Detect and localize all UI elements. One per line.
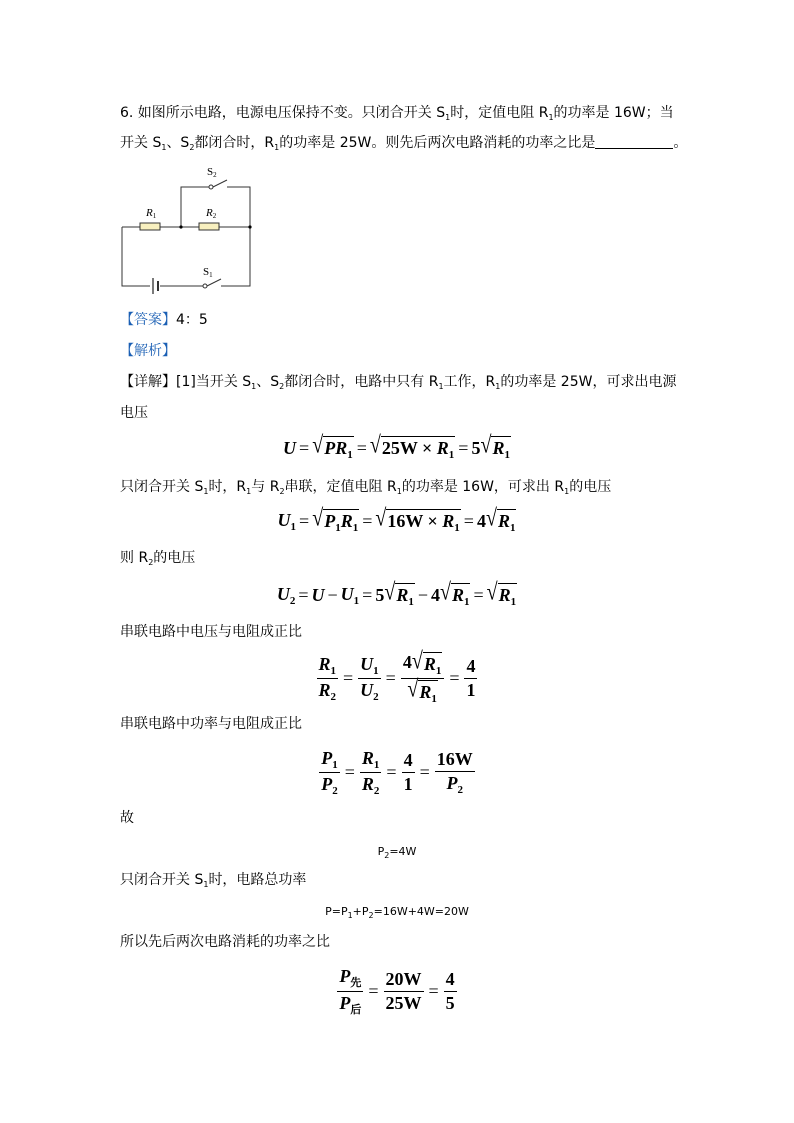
junction-node (179, 225, 182, 228)
subscript: 1 (504, 449, 510, 461)
numerator (337, 966, 363, 992)
subscript: 1 (290, 521, 297, 533)
text-run: 的电压 (153, 550, 196, 566)
p-total (0, 905, 794, 920)
radicand (323, 436, 354, 461)
number: 5 (471, 438, 481, 458)
subscript: 1 (438, 382, 444, 391)
text-run: =4W (389, 845, 417, 858)
numerator (317, 654, 339, 679)
square-root (375, 505, 460, 534)
fraction (360, 748, 382, 797)
text-run: 都闭合时，R (194, 135, 275, 151)
variable: $R_1$ (335, 438, 353, 461)
fraction (464, 656, 477, 701)
number: 1 (466, 680, 476, 700)
operator: = (344, 762, 355, 782)
number: 4 (403, 750, 413, 770)
variable: $U_1$ (277, 510, 297, 533)
switch-s1-blade (207, 279, 221, 286)
formula-u2 (0, 579, 794, 608)
switch-s2-contact (209, 185, 213, 189)
label-r1: R1 (146, 207, 157, 220)
number: 4 (430, 585, 440, 605)
variable: $R_1$ (498, 585, 517, 608)
number: 5 (375, 585, 385, 605)
radical-sign-icon: √ (375, 505, 387, 532)
numerator (358, 654, 381, 679)
variable: U (283, 438, 297, 458)
variable: $P_后$ (339, 993, 362, 1016)
subscript: 1 (352, 522, 359, 534)
text-run: 与 R (251, 479, 280, 495)
denominator (464, 679, 477, 701)
operator: = (428, 981, 439, 1001)
subscript: 1 (335, 522, 341, 534)
numerator (435, 749, 475, 772)
p2-value (0, 845, 794, 860)
subscript: 后 (350, 1004, 362, 1016)
wire-bottom-left (122, 227, 205, 286)
text-run: 则 R (120, 550, 149, 566)
square-root (407, 676, 438, 705)
resistor-r1 (140, 223, 160, 230)
fraction (435, 749, 475, 796)
square-root (312, 432, 354, 461)
formula-ratio-p (0, 748, 794, 797)
operator: = (362, 511, 373, 531)
radicand (451, 583, 471, 608)
operator: = (463, 511, 474, 531)
subscript: 2 (279, 382, 285, 391)
circuit-diagram (110, 160, 270, 295)
variable: $R_1$ (442, 511, 460, 534)
variable: U (311, 585, 325, 605)
fraction (384, 969, 424, 1014)
label-s2: S2 (207, 166, 217, 179)
variable: $R_1$ (396, 585, 414, 608)
text-run: P=P (325, 905, 348, 918)
subscript: 1 (431, 693, 437, 705)
subscript: 1 (274, 143, 280, 152)
variable: $U_1$ (360, 654, 379, 677)
subscript: 1 (509, 522, 516, 534)
text-run: 串联，定值电阻 R (284, 479, 397, 495)
text-run: 的电压 (569, 479, 612, 495)
formula-u1 (0, 505, 794, 534)
operator: = (458, 438, 469, 458)
radicand (395, 583, 415, 608)
subscript: 1 (203, 880, 209, 889)
text-run: 时，R (208, 479, 247, 495)
square-root (439, 579, 471, 608)
numerator (444, 969, 457, 992)
text-run: 只闭合开关 S (120, 479, 204, 495)
numerator (464, 656, 477, 679)
period: 。 (673, 135, 688, 151)
operator: = (356, 438, 367, 458)
text-run: 6. 如图所示电路，电源电压保持不变。只闭合开关 S (120, 105, 446, 121)
radicand (423, 652, 443, 677)
subscript: 2 (189, 143, 195, 152)
radical-sign-icon: √ (369, 432, 381, 459)
detail-line-6: 串联电路中功率与电阻成正比 (120, 716, 302, 732)
variable: $R_1$ (361, 748, 380, 771)
radical-sign-icon: √ (384, 579, 396, 606)
detail-line-5: 串联电路中电压与电阻成正比 (120, 624, 302, 640)
subscript: 1 (564, 487, 570, 496)
variable: $R_1$ (497, 511, 516, 534)
denominator (384, 992, 424, 1014)
subscript: 1 (347, 911, 353, 920)
detail-line-2: 电压 (120, 405, 148, 421)
switch-s1-contact (203, 284, 207, 288)
radicand (491, 436, 511, 461)
question-text (120, 135, 595, 151)
detail-line-1 (120, 372, 676, 397)
question-line-1 (120, 103, 674, 128)
question-line-2 (120, 133, 687, 158)
variable: $R_1$ (436, 438, 455, 461)
square-root (384, 579, 415, 608)
variable: $U_2$ (360, 680, 379, 703)
subscript: 1 (330, 665, 337, 677)
variable: $R_1$ (419, 682, 437, 705)
text-run: 的功率是 16W，可求出 R (401, 479, 565, 495)
text-run: 都闭合时，电路中只有 R (284, 374, 439, 390)
radicand (386, 509, 460, 534)
denominator (444, 992, 457, 1014)
fraction (402, 750, 415, 795)
number: 20W (385, 969, 422, 989)
label-s1: S1 (203, 266, 213, 279)
number: 4 (466, 656, 476, 676)
subscript: 2 (289, 595, 296, 607)
subscript: 1 (347, 449, 353, 461)
switch-s2-blade (213, 180, 227, 187)
text-run: +P (352, 905, 369, 918)
label-r2: R2 (206, 207, 217, 220)
denominator (444, 772, 465, 796)
detail-line-8 (120, 870, 306, 895)
wire-top (181, 187, 250, 227)
subscript: 1 (448, 449, 455, 461)
radicand (381, 436, 455, 461)
subscript: 1 (435, 665, 442, 677)
subscript: 1 (332, 759, 338, 771)
radical-sign-icon: √ (485, 505, 497, 532)
variable: $P_2$ (321, 774, 338, 797)
radicand (498, 583, 518, 608)
fraction (319, 748, 340, 797)
radicand (497, 509, 517, 534)
subscript: 2 (373, 785, 380, 797)
operator: − (417, 585, 428, 605)
fraction (401, 648, 445, 705)
subscript: 1 (251, 382, 257, 391)
radical-sign-icon: √ (439, 579, 451, 606)
denominator (358, 679, 381, 703)
subscript: 1 (548, 113, 554, 122)
radical-sign-icon: √ (486, 579, 498, 606)
detail-label: 【详解】 (120, 374, 176, 390)
answer-value: 4：5 (176, 312, 208, 328)
denominator (337, 992, 363, 1017)
text-run: P (377, 845, 385, 858)
variable: $U_2$ (276, 584, 296, 607)
fraction (317, 654, 339, 703)
variable: $R_2$ (361, 774, 380, 797)
detail-line-3 (120, 477, 611, 502)
number: 4 (402, 652, 412, 672)
denominator (360, 773, 382, 797)
text-run: 、S (166, 135, 190, 151)
subscript: 1 (246, 487, 252, 496)
square-root (480, 432, 511, 461)
subscript: 1 (445, 113, 451, 122)
square-root (411, 648, 443, 677)
answer-blank (595, 134, 673, 149)
operator: = (386, 762, 397, 782)
analysis-label: 【解析】 (120, 343, 176, 359)
number: 16W (436, 749, 473, 769)
radical-sign-icon: √ (411, 648, 423, 675)
operator: = (419, 762, 430, 782)
variable: $P_先$ (339, 966, 362, 989)
square-root (312, 505, 359, 534)
subscript: 先 (350, 977, 362, 989)
radical-sign-icon: √ (480, 432, 492, 459)
numerator (319, 748, 340, 773)
operator: = (368, 981, 379, 1001)
subscript: 1 (408, 596, 414, 608)
denominator (319, 773, 340, 797)
number: 25W (385, 993, 422, 1013)
radical-sign-icon: √ (407, 676, 419, 703)
subscript: 1 (373, 759, 380, 771)
numerator (401, 648, 445, 679)
square-root (369, 432, 455, 461)
junction-node (248, 225, 251, 228)
subscript: 1 (510, 596, 517, 608)
variable: $U_1$ (340, 584, 360, 607)
text-run: 的功率是 25W。则先后两次电路消耗的功率之比是 (279, 135, 596, 151)
subscript: 2 (373, 691, 379, 703)
text-run: 时，电路总功率 (208, 872, 307, 888)
denominator (405, 676, 440, 705)
operator: = (343, 668, 354, 688)
detail-text (176, 374, 676, 390)
operator: = (385, 668, 396, 688)
resistor-r2 (199, 223, 219, 230)
text-run: 开关 S (120, 135, 162, 151)
fraction (337, 966, 363, 1017)
subscript: 1 (396, 487, 402, 496)
variable: $R_1$ (423, 654, 442, 677)
variable: $R_1$ (492, 438, 510, 461)
subscript: 2 (279, 487, 285, 496)
variable: $P_2$ (446, 773, 463, 796)
variable: $R_1$ (451, 585, 470, 608)
subscript: 1 (463, 596, 470, 608)
operator: = (298, 585, 309, 605)
operator: = (299, 438, 310, 458)
operator: = (473, 585, 484, 605)
subscript: 2 (330, 691, 337, 703)
subscript: 2 (457, 784, 463, 796)
detail-line-7: 故 (120, 810, 134, 826)
formula-u (0, 432, 794, 461)
subscript: 2 (148, 558, 154, 567)
number: 25W × (381, 438, 437, 458)
numerator (360, 748, 382, 773)
wire-bottom-right (221, 227, 250, 286)
text-run: 时，定值电阻 R (450, 105, 549, 121)
number: 1 (403, 774, 413, 794)
variable: $R_1$ (318, 654, 337, 677)
radicand (323, 509, 359, 534)
subscript: 1 (495, 382, 501, 391)
denominator (317, 679, 339, 703)
subscript: 1 (373, 665, 379, 677)
formula-final-ratio (0, 966, 794, 1017)
subscript: 1 (353, 595, 360, 607)
radical-sign-icon: √ (312, 505, 324, 532)
fraction (444, 969, 457, 1014)
subscript: 1 (203, 487, 209, 496)
square-root (486, 579, 518, 608)
detail-line-4 (120, 548, 195, 573)
answer-line (120, 310, 208, 330)
subscript: 2 (368, 911, 374, 920)
detail-line-9: 所以先后两次电路消耗的功率之比 (120, 934, 330, 950)
text-run: 只闭合开关 S (120, 872, 204, 888)
subscript: 2 (384, 851, 390, 860)
subscript: 1 (161, 143, 167, 152)
number: 5 (445, 993, 455, 1013)
text-run: 工作，R (443, 374, 496, 390)
variable: P (324, 438, 336, 458)
formula-ratio-r (0, 648, 794, 705)
number: 4 (476, 511, 486, 531)
subscript: 1 (454, 522, 460, 534)
variable: $R_1$ (340, 511, 359, 534)
denominator (402, 773, 415, 795)
text-run: [1]当开关 S (176, 374, 252, 390)
subscript: 2 (332, 785, 338, 797)
radicand (418, 680, 438, 705)
operator: = (449, 668, 460, 688)
operator: = (299, 511, 310, 531)
number: 4 (445, 969, 455, 989)
variable: $P_1$ (324, 511, 341, 534)
radical-sign-icon: √ (312, 432, 324, 459)
answer-label: 【答案】 (120, 312, 176, 328)
numerator (402, 750, 415, 773)
text-run: 的功率是 25W，可求出电源 (500, 374, 677, 390)
fraction (358, 654, 381, 703)
text-run: 的功率是 16W；当 (553, 105, 674, 121)
variable: $P_1$ (321, 748, 338, 771)
number: 16W × (387, 511, 443, 531)
text-run: 、S (256, 374, 280, 390)
text-run: =16W+4W=20W (373, 905, 469, 918)
operator: − (327, 585, 338, 605)
numerator (384, 969, 424, 992)
square-root (485, 505, 517, 534)
variable: $R_2$ (318, 680, 337, 703)
operator: = (362, 585, 373, 605)
